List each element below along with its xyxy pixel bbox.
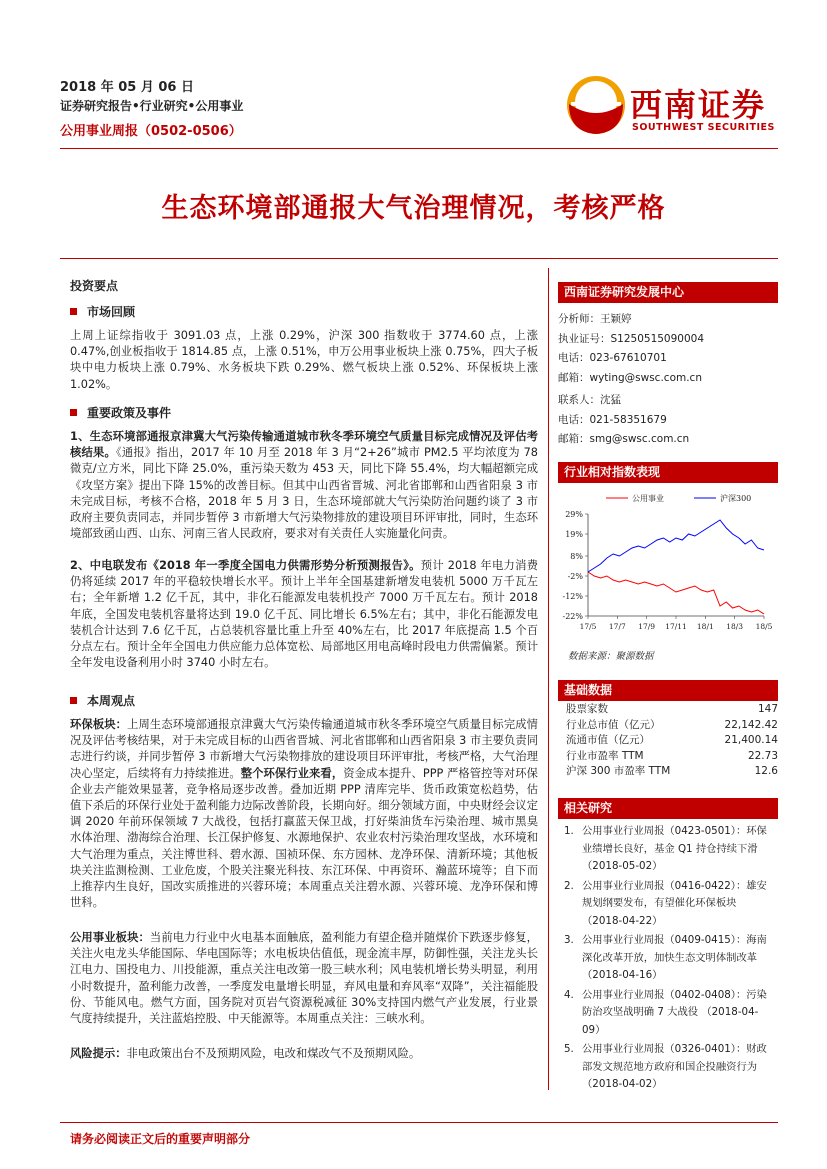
view-heading: 本周观点 xyxy=(70,693,538,710)
legend-label: 公用事业 xyxy=(632,494,664,503)
basic-data-key: 流通市值（亿元） xyxy=(566,734,650,746)
related-research-number: 3. xyxy=(564,934,574,946)
related-research-text: 公用事业行业周报（0409-0415）：海南深化改革开放，加快生态文明体制改革 （2018-04-16） xyxy=(582,934,767,981)
basic-data-key: 沪深 300 市盈率 TTM xyxy=(566,765,671,777)
x-tick-label: 17/5 xyxy=(579,622,597,631)
related-research-item[interactable] xyxy=(564,987,776,1040)
basic-data-value: 22.73 xyxy=(747,749,778,762)
bullet-square-icon xyxy=(70,697,77,704)
title-divider xyxy=(60,258,778,259)
invest-heading: 投资要点 xyxy=(70,279,119,293)
y-tick-label: 8% xyxy=(570,552,583,561)
basic-data-row xyxy=(566,718,778,734)
basic-data-value: 12.6 xyxy=(754,765,778,777)
basic-data-row xyxy=(566,749,778,765)
related-research-text: 公用事业行业周报（0416-0422）：雄安规划纲要发布，有望催化环保板块 （2018-04-22） xyxy=(582,879,767,927)
related-research-number: 4. xyxy=(564,988,574,1001)
market-text: 上周上证综指收于 3091.03 点，上涨 0.29%，沪深 300 指数收于 3774.60 点，上涨 0.47%,创业板指收于 1814.85 点，上涨 0.51%，申万公用事业板块上涨 0.75%，四大子板块中电力板块上涨 0.79%、水务板块下跌 0.29%、燃气板块上涨 0.52%、环保板块上涨 1.02%。 xyxy=(70,329,538,391)
y-tick-label: 19% xyxy=(565,530,583,539)
event-1 xyxy=(70,429,538,546)
chart-source: 数据来源：聚源数据 xyxy=(568,651,654,662)
chart-legend xyxy=(606,493,751,503)
event-2 xyxy=(70,558,538,675)
util-label: 公用事业板块： xyxy=(70,931,150,944)
basic-data-key: 行业总市值（亿元） xyxy=(566,718,661,731)
footer-disclaimer: 请务必阅读正文后的重要声明部分 xyxy=(70,1132,251,1146)
series-line xyxy=(588,520,764,572)
x-tick-label: 17/11 xyxy=(665,622,687,631)
logo-text-en: SOUTHWEST SECURITIES xyxy=(632,122,775,133)
x-tick-label: 17/7 xyxy=(608,622,626,631)
basic-data-table xyxy=(566,702,778,780)
page-title: 生态环境部通报大气治理情况，考核严格 xyxy=(161,193,666,224)
basic-data-value: 147 xyxy=(757,703,778,715)
y-tick-label: -22% xyxy=(562,612,583,621)
logo-emblem xyxy=(565,74,627,136)
x-tick-label: 18/3 xyxy=(726,622,744,631)
related-research-text: 公用事业行业周报（0423-0501）：环保业绩增长良好，基金 Q1 持仓持续下滑 （2018-05-02） xyxy=(582,825,767,872)
event-2-title: 2、中电联发布《2018 年一季度全国电力供需形势分析预测报告》。 xyxy=(70,559,421,572)
x-tick-label: 18/1 xyxy=(696,622,714,631)
report-date: 2018 年 05 月 06 日 xyxy=(60,80,194,95)
bullet-square-icon xyxy=(70,308,77,315)
related-research-text: 公用事业行业周报（0326-0401）：财政部发文规范地方政府和国企投融资行为 （2018-04-02） xyxy=(582,1043,767,1090)
y-tick-label: 29% xyxy=(565,510,583,519)
x-tick-label: 17/9 xyxy=(638,622,656,631)
y-tick-label: -2% xyxy=(567,572,583,581)
footer-divider xyxy=(60,1122,778,1123)
index-heading-bar: 行业相对指数表现 xyxy=(558,462,778,483)
research-center-bar: 西南证券研究发展中心 xyxy=(558,282,778,303)
market-heading: 市场回顾 xyxy=(70,304,538,321)
related-research-list xyxy=(564,823,776,1096)
related-heading-bar: 相关研究 xyxy=(558,798,778,819)
event-2-text: 预计 2018 年电力消费仍将延续 2017 年的平稳较快增长水平。预计上半年全国基建新增发电装机 5000 万千瓦左右；全年新增 1.2 亿千瓦，其中，非化石能源发电装机投产 7000 万千瓦左右。预计 2018 年底，全国发电装机容量将达到 19.0 亿千瓦、同比增长 6.5%左右；其中，非化石能源发电装机合计达到 7.6 亿千瓦，占总装机容量比重上升至 40%左右，比 2017 年底提高 1.5 个百分点左右。预计全年全国电力供应能力总体宽松、局部地区用电高峰时段电力供需偏紧。预计全年发电设备利用小时 3740 小时左右。 xyxy=(70,559,539,670)
series-line xyxy=(588,572,764,614)
event-1-title: 1、生态环境部通报京津冀大气污染传输通道城市秋冬季环境空气质量目标完成情况及评估考核结果。 xyxy=(70,430,538,460)
related-research-item[interactable] xyxy=(564,1041,776,1094)
env-section: 环保板块：上周生态环境部通报京津冀大气污染传输通道城市秋冬季环境空气质量目标完成情况及评估考核结果，对于未完成目标的山西省晋城、河北省邯郸和山西省阳泉 3 市主要负责同志进行约谈，并同步暂停 3 市新增大气污染物排放的建设项目环评审批，考核严格，大气治理决心坚定，后续将有力持续推进。整个环保行业来看，资金成本提升、PPP 严格管控等对环保企业去产能效果显著，竞争格局逐步改善。叠加近期 PPP 清库完毕、货币政策宽松趋势，估值下杀后的环保行业处于盈利能力边际改善阶段，长期向好。细分领域方面，中央财经会议定调 2020 年前环保领域 7 大战役，包括打赢蓝天保卫战，打好柴油货车污染治理、城市黑臭水体治理、渤海综合治理、长江保护修复、水源地保护、农业农村污染治理攻坚战，水环境和大气治理为重点，关注博世科、碧水源、国祯环保、东方园林、龙净环保、清新环境；其他板块关注监测检测、工业危废，个股关注聚光科技、东江环保、中再资环、瀚蓝环境等；自下而上推荐内生良好，国改实质推进的兴蓉环境；本周重点关注碧水源、兴蓉环境、龙净环保和博世科。 xyxy=(70,718,538,910)
header-divider xyxy=(60,148,778,149)
y-tick-label: -12% xyxy=(562,592,583,601)
policy-heading: 重要政策及事件 xyxy=(70,405,538,422)
related-research-number: 5. xyxy=(564,1043,574,1055)
weekly-label: 公用事业周报（0502-0506） xyxy=(60,124,242,139)
related-research-number: 1. xyxy=(564,825,574,837)
related-research-item[interactable] xyxy=(564,878,776,931)
basic-heading-bar: 基础数据 xyxy=(558,680,778,701)
basic-data-key: 股票家数 xyxy=(566,703,608,715)
related-research-number: 2. xyxy=(564,879,574,892)
basic-data-row xyxy=(566,764,778,780)
bullet-square-icon xyxy=(70,409,77,416)
analyst-info: 分析师：王颖婷 执业证号：S1250515090004 电话：023-67610701 邮箱：wyting@swsc.com.cn 联系人：沈猛 电话：021-58351679 邮箱：smg@swsc.com.cn xyxy=(558,313,705,445)
related-research-item[interactable] xyxy=(564,932,776,985)
x-tick-label: 18/5 xyxy=(755,622,773,631)
util-section: 公用事业板块：当前电力行业中火电基本面触底，盈利能力有望企稳并随煤价下跌逐步修复，关注火电龙头华能国际、华电国际等；水电板块估值低，现金流丰厚，防御性强，关注龙头长江电力、国投电力、川投能源，重点关注电改第一股三峡水利；风电装机增长势头明显，利用小时数提升，盈利能力改善，一季度发电量增长明显，弃风电量和弃风率“双降”，关注福能股份、节能风电。燃气方面，国务院对页岩气资源税减征 30%支持国内燃气产业发展，行业景气度持续提升，关注蓝焰控股、中天能源等。本周重点关注：三峡水利。 xyxy=(70,931,538,1026)
risk-label: 风险提示： xyxy=(70,1047,127,1060)
risk-section: 风险提示：非电政策出台不及预期风险，电改和煤改气不及预期风险。 xyxy=(70,1047,421,1060)
basic-data-value: 22,142.42 xyxy=(724,718,778,731)
basic-data-row xyxy=(566,733,778,749)
logo-text-cn: 西南证券 xyxy=(630,86,767,124)
report-type: 证券研究报告•行业研究•公用事业 xyxy=(60,99,244,113)
related-research-text: 公用事业行业周报（0402-0408）：污染防治攻坚战明确 7 大战役 （2018-04-09） xyxy=(582,988,767,1036)
basic-data-value: 21,400.14 xyxy=(724,734,778,746)
event-1-text: 《通报》指出，2017 年 10 月至 2018 年 3 月“2+26”城市 PM2.5 平均浓度为 78 微克/立方米，同比下降 25.0%，重污染天数为 453 天，同比下降 55.4%，均大幅超额完成《攻坚方案》提出下降 15%的改善目标。但其中山西省晋城、河北省邯郸和山西省阳泉 3 市未完成目标，考核不合格，2018 年 5 月 3 日，生态环境部就大气污染防治问题约谈了 3 市政府主要负责同志，并同步暂停 3 市新增大气污染物排放的建设项目环评审批，同时，生态环境部致函山西、山东、河南三省人民政府，要求对有关责任人实施量化问责。 xyxy=(70,446,538,541)
basic-data-key: 行业市盈率 TTM xyxy=(566,749,644,762)
related-research-item[interactable] xyxy=(564,823,776,876)
relative-index-chart xyxy=(558,488,778,643)
basic-data-row xyxy=(566,702,778,718)
env-label: 环保板块： xyxy=(70,718,128,731)
legend-label: 沪深300 xyxy=(720,494,752,503)
column-divider xyxy=(548,268,549,1090)
